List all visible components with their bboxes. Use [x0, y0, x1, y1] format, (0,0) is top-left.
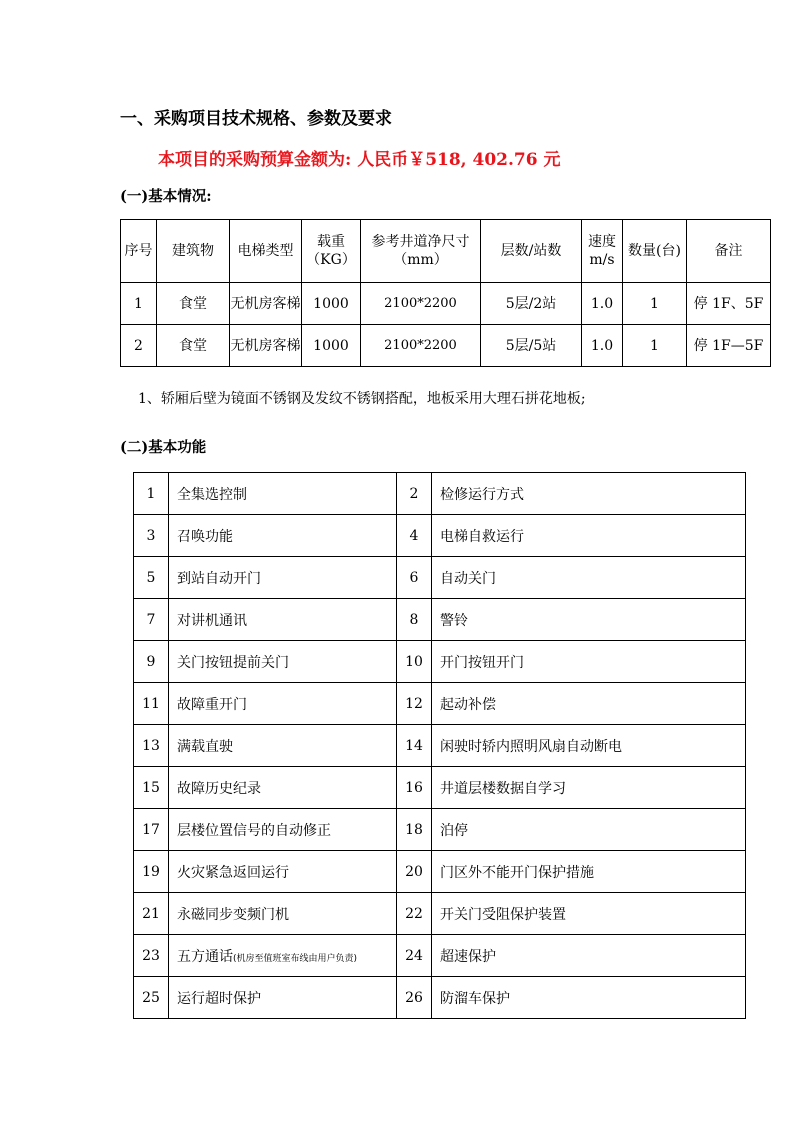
- header-cell: 序号: [121, 220, 157, 283]
- function-label: 警铃: [440, 612, 468, 629]
- table-row: [134, 725, 746, 767]
- function-label: 开门按钮开门: [440, 654, 524, 671]
- function-name: [432, 641, 746, 683]
- function-name: [169, 599, 397, 641]
- function-name: [432, 515, 746, 557]
- table-row: [134, 641, 746, 683]
- function-label: 泊停: [440, 822, 468, 839]
- table-row: [134, 851, 746, 893]
- function-label: 运行超时保护: [177, 990, 261, 1007]
- function-name: [169, 767, 397, 809]
- function-number: 1: [134, 473, 169, 515]
- function-number: 6: [397, 557, 432, 599]
- function-name: [432, 935, 746, 977]
- function-number: 26: [397, 977, 432, 1019]
- function-name: [432, 683, 746, 725]
- budget-line: 本项目的采购预算金额为: 人民币￥518, 402.76 元: [158, 150, 561, 170]
- table-row: [134, 809, 746, 851]
- table-header-row: [121, 220, 771, 283]
- function-label: 超速保护: [440, 948, 496, 965]
- table-cell: 1: [121, 283, 157, 325]
- function-name: [169, 473, 397, 515]
- function-name: [432, 599, 746, 641]
- function-label: 火灾紧急返回运行: [177, 864, 289, 881]
- function-label: 关门按钮提前关门: [177, 654, 289, 671]
- cabin-note: 1、轿厢后壁为镜面不锈钢及发纹不锈钢搭配，地板采用大理石拼花地板;: [138, 391, 586, 407]
- function-note: (机房至值班室布线由用户负责): [233, 953, 358, 964]
- function-label: 到站自动开门: [177, 570, 261, 587]
- function-number: 4: [397, 515, 432, 557]
- function-label: 永磁同步变频门机: [177, 906, 289, 923]
- table-cell: 1.0: [582, 283, 623, 325]
- function-name: [432, 557, 746, 599]
- function-name: [169, 557, 397, 599]
- function-number: 19: [134, 851, 169, 893]
- function-name: [169, 935, 397, 977]
- table-row: [134, 767, 746, 809]
- table-cell: 2100*2200: [361, 325, 481, 367]
- table-row: [134, 515, 746, 557]
- function-number: 9: [134, 641, 169, 683]
- function-name: [169, 851, 397, 893]
- table-cell: 5层/5站: [481, 325, 582, 367]
- function-number: 18: [397, 809, 432, 851]
- function-number: 10: [397, 641, 432, 683]
- function-number: 21: [134, 893, 169, 935]
- table-cell: 食堂: [157, 283, 230, 325]
- function-name: [169, 725, 397, 767]
- basic-functions-table: [133, 472, 746, 1019]
- function-name: [432, 725, 746, 767]
- function-number: 14: [397, 725, 432, 767]
- function-label: 故障历史纪录: [177, 780, 261, 797]
- function-name: [432, 893, 746, 935]
- table-row: [134, 893, 746, 935]
- function-name: [432, 851, 746, 893]
- function-number: 20: [397, 851, 432, 893]
- table-cell: 无机房客梯: [230, 283, 302, 325]
- function-number: 25: [134, 977, 169, 1019]
- function-name: [169, 809, 397, 851]
- function-label: 电梯自救运行: [440, 528, 524, 545]
- function-label: 召唤功能: [177, 528, 233, 545]
- function-name: [169, 977, 397, 1019]
- table-row: [134, 599, 746, 641]
- basic-functions-heading: (二)基本功能: [120, 439, 207, 456]
- header-cell: 层数/站数: [481, 220, 582, 283]
- function-label: 起动补偿: [440, 696, 496, 713]
- function-label: 自动关门: [440, 570, 496, 587]
- function-number: 3: [134, 515, 169, 557]
- function-name: [169, 893, 397, 935]
- header-cell: 载重（KG）: [302, 220, 361, 283]
- header-cell: 数量(台): [623, 220, 687, 283]
- table-cell: 1: [623, 283, 687, 325]
- function-number: 22: [397, 893, 432, 935]
- table-row: [134, 473, 746, 515]
- table-row: [134, 557, 746, 599]
- function-number: 5: [134, 557, 169, 599]
- function-label: 全集选控制: [177, 486, 247, 503]
- basic-info-table: [120, 219, 771, 367]
- function-number: 13: [134, 725, 169, 767]
- function-label: 故障重开门: [177, 696, 247, 713]
- function-number: 2: [397, 473, 432, 515]
- header-cell: 建筑物: [157, 220, 230, 283]
- basic-info-heading: (一)基本情况:: [120, 188, 212, 205]
- function-label: 门区外不能开门保护措施: [440, 864, 594, 881]
- header-cell: 电梯类型: [230, 220, 302, 283]
- table-row: [121, 283, 771, 325]
- function-number: 7: [134, 599, 169, 641]
- function-number: 17: [134, 809, 169, 851]
- function-label: 开关门受阻保护装置: [440, 906, 566, 923]
- header-cell: 参考井道净尺寸（mm）: [361, 220, 481, 283]
- table-row: [134, 977, 746, 1019]
- table-cell: 无机房客梯: [230, 325, 302, 367]
- function-number: 11: [134, 683, 169, 725]
- function-name: [432, 977, 746, 1019]
- function-name: [432, 809, 746, 851]
- header-cell: 备注: [687, 220, 771, 283]
- function-number: 16: [397, 767, 432, 809]
- function-label: 闲驶时轿内照明风扇自动断电: [440, 738, 622, 755]
- function-label: 对讲机通讯: [177, 612, 247, 629]
- table-cell: 2100*2200: [361, 283, 481, 325]
- header-cell: 速度m/s: [582, 220, 623, 283]
- table-row: [134, 935, 746, 977]
- table-cell: 1.0: [582, 325, 623, 367]
- table-cell: 停 1F—5F: [687, 325, 771, 367]
- function-number: 23: [134, 935, 169, 977]
- function-label: 井道层楼数据自学习: [440, 780, 566, 797]
- function-name: [169, 515, 397, 557]
- function-number: 15: [134, 767, 169, 809]
- table-cell: 1000: [302, 325, 361, 367]
- function-name: [432, 473, 746, 515]
- table-cell: 5层/2站: [481, 283, 582, 325]
- function-name: [432, 767, 746, 809]
- table-cell: 1000: [302, 283, 361, 325]
- section-title: 一、采购项目技术规格、参数及要求: [120, 109, 392, 129]
- table-cell: 停 1F、5F: [687, 283, 771, 325]
- function-number: 8: [397, 599, 432, 641]
- table-row: [134, 683, 746, 725]
- function-label: 防溜车保护: [440, 990, 510, 1007]
- function-label: 五方通话: [177, 948, 233, 965]
- function-number: 12: [397, 683, 432, 725]
- table-cell: 1: [623, 325, 687, 367]
- function-label: 层楼位置信号的自动修正: [177, 822, 331, 839]
- table-row: [121, 325, 771, 367]
- function-name: [169, 641, 397, 683]
- function-name: [169, 683, 397, 725]
- table-cell: 食堂: [157, 325, 230, 367]
- function-label: 检修运行方式: [440, 486, 524, 503]
- table-cell: 2: [121, 325, 157, 367]
- function-number: 24: [397, 935, 432, 977]
- function-label: 满载直驶: [177, 738, 233, 755]
